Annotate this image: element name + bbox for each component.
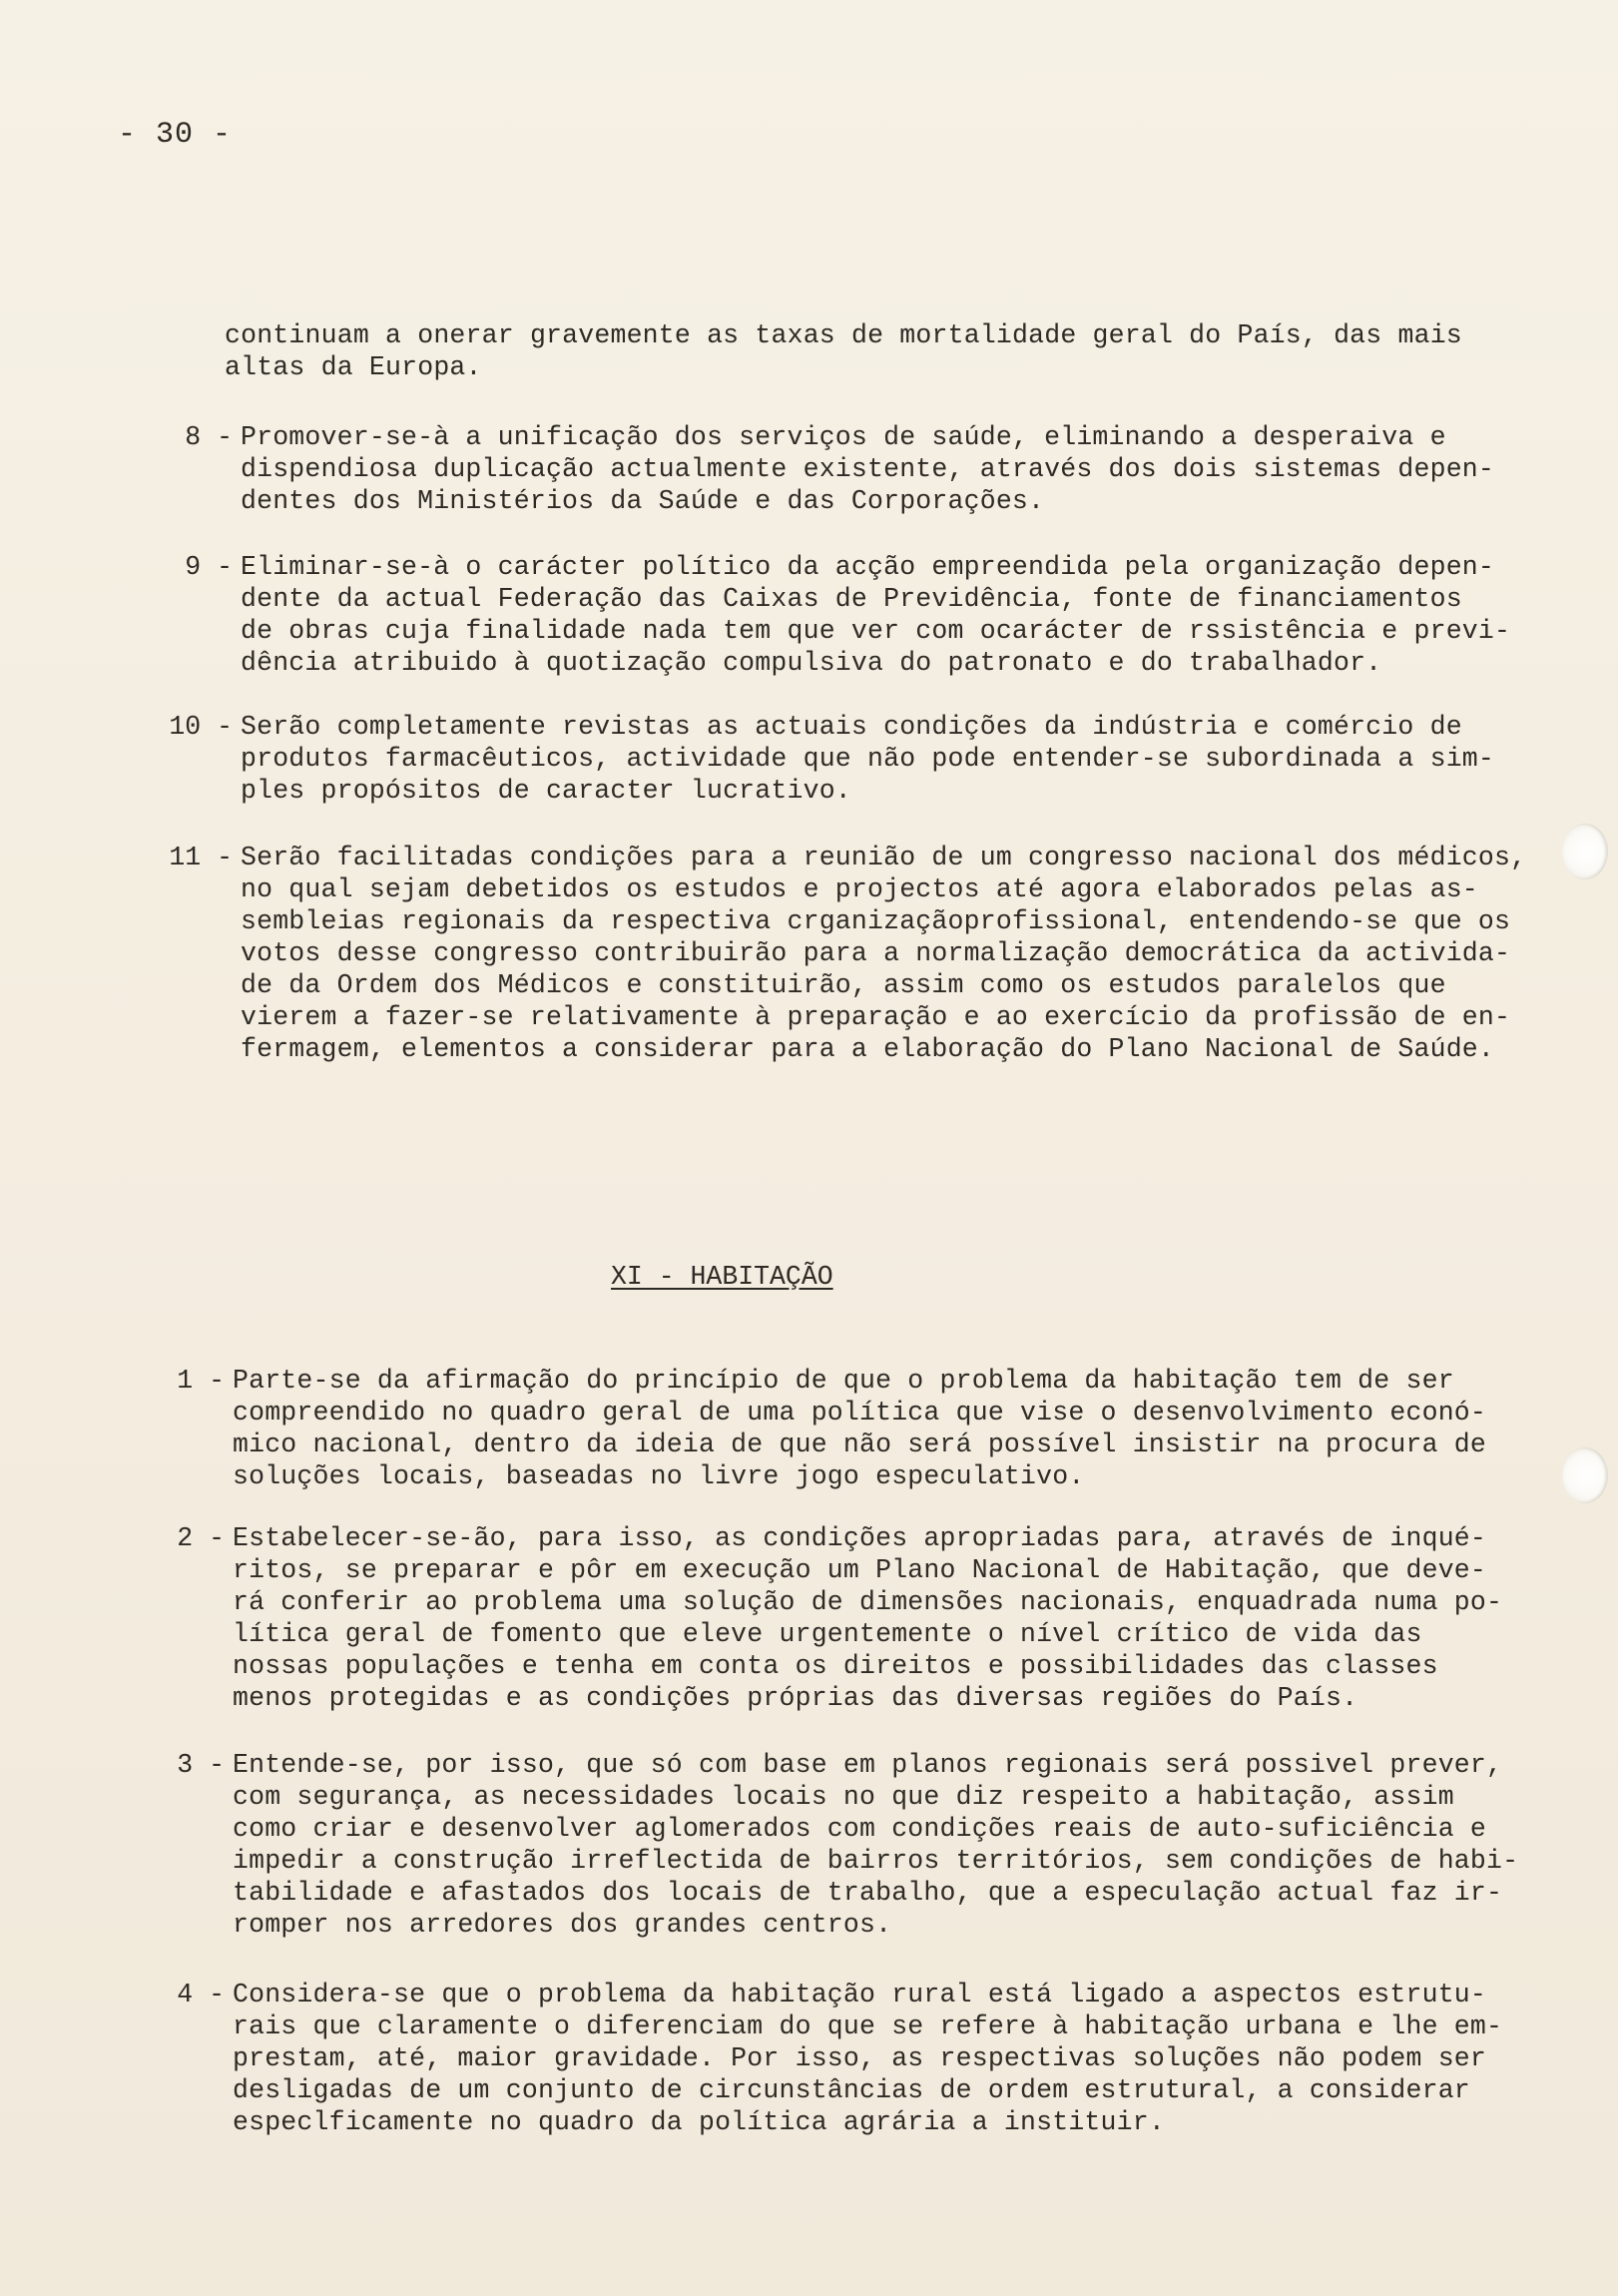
text-line: sembleias regionais da respectiva crganizaçãoprofissional, entendendo-se que os — [241, 906, 1511, 936]
item-text — [233, 1979, 1502, 2138]
item-text — [233, 1522, 1502, 1714]
text-line: votos desse congresso contribuirão para a normalização democrática da activida- — [241, 938, 1511, 968]
list-item-9 — [148, 551, 1510, 679]
text-line: impedir a construção irreflectida de bairros territórios, sem condições de habi- — [233, 1846, 1519, 1876]
text-line: altas da Europa. — [225, 352, 482, 382]
text-line: nossas populações e tenha em conta os direitos e possibilidades das classes — [233, 1651, 1438, 1681]
punch-hole-bottom — [1562, 1447, 1608, 1503]
text-line: Serão facilitadas condições para a reunião de um congresso nacional dos médicos, — [241, 843, 1527, 872]
text-line: especlficamente no quadro da política agrária a instituir. — [233, 2107, 1165, 2137]
text-line: dentes dos Ministérios da Saúde e das Corporações. — [241, 486, 1045, 516]
item-number: 9 - — [185, 552, 233, 582]
list-item-11 — [148, 842, 1526, 1065]
text-line: lítica geral de fomento que eleve urgentemente o nível crítico de vida das — [233, 1619, 1422, 1649]
item-number: 4 - — [177, 1980, 225, 2009]
text-line: menos protegidas e as condições próprias das diversas regiões do País. — [233, 1683, 1358, 1713]
text-line: Considera-se que o problema da habitação rural está ligado a aspectos estrutu- — [233, 1980, 1487, 2009]
text-line: Parte-se da afirmação do princípio de que o problema da habitação tem de ser — [233, 1366, 1454, 1396]
text-line: de obras cuja finalidade nada tem que ver com ocarácter de rssistência e previ- — [241, 616, 1511, 646]
text-line: dência atribuido à quotização compulsiva do patronato e do trabalhador. — [241, 648, 1382, 678]
text-line: romper nos arredores dos grandes centros. — [233, 1910, 892, 1940]
item-text — [241, 421, 1494, 517]
text-line: com segurança, as necessidades locais no que diz respeito a habitação, assim — [233, 1782, 1454, 1812]
item-text — [241, 711, 1494, 807]
item-number: 11 - — [169, 843, 233, 872]
punch-hole-top — [1562, 824, 1608, 879]
text-line: Serão completamente revistas as actuais condições da indústria e comércio de — [241, 712, 1462, 742]
text-line: Promover-se-à a unificação dos serviços de saúde, eliminando a desperaiva e — [241, 422, 1446, 452]
text-line: mico nacional, dentro da ideia de que não será possível insistir na procura de — [233, 1430, 1487, 1459]
text-line: soluções locais, baseadas no livre jogo especulativo. — [233, 1461, 1085, 1491]
lead-paragraph — [225, 319, 1462, 383]
item-number: 3 - — [177, 1750, 225, 1780]
list-item-1 — [140, 1365, 1486, 1492]
text-line: de da Ordem dos Médicos e constituirão, assim como os estudos paralelos que — [241, 970, 1446, 1000]
list-item-10 — [148, 711, 1494, 807]
item-text — [233, 1749, 1518, 1941]
item-text — [241, 842, 1526, 1065]
item-number: 8 - — [185, 422, 233, 452]
list-item-8 — [148, 421, 1494, 517]
page-number: - 30 - — [118, 118, 233, 152]
item-number: 10 - — [169, 712, 233, 742]
list-item-2 — [140, 1522, 1502, 1714]
text-line: rais que claramente o diferenciam do que se refere à habitação urbana e lhe em- — [233, 2011, 1503, 2041]
item-number: 1 - — [177, 1366, 225, 1396]
section-heading: XI - HABITAÇÃO — [611, 1262, 833, 1292]
text-line: Eliminar-se-à o carácter político da acção empreendida pela organização depen- — [241, 552, 1495, 582]
text-line: ples propósitos de caracter lucrativo. — [241, 776, 851, 806]
text-line: vierem a fazer-se relativamente à preparação e ao exercício da profissão de en- — [241, 1002, 1511, 1032]
text-line: compreendido no quadro geral de uma política que vise o desenvolvimento econó- — [233, 1398, 1487, 1428]
item-text — [233, 1365, 1486, 1492]
list-item-4 — [140, 1979, 1502, 2138]
text-line: fermagem, elementos a considerar para a elaboração do Plano Nacional de Saúde. — [241, 1034, 1495, 1064]
text-line: desligadas de um conjunto de circunstâncias de ordem estrutural, a considerar — [233, 2075, 1470, 2105]
text-line: rá conferir ao problema uma solução de dimensões nacionais, enquadrada numa po- — [233, 1587, 1503, 1617]
text-line: Estabelecer-se-ão, para isso, as condições apropriadas para, através de inqué- — [233, 1523, 1487, 1553]
text-line: tabilidade e afastados dos locais de trabalho, que a especulação actual faz ir- — [233, 1878, 1503, 1908]
text-line: produtos farmacêuticos, actividade que não pode entender-se subordinada a sim- — [241, 744, 1495, 774]
text-line: dispendiosa duplicação actualmente existente, através dos dois sistemas depen- — [241, 454, 1495, 484]
text-line: Entende-se, por isso, que só com base em planos regionais será possivel prever, — [233, 1750, 1503, 1780]
text-line: prestam, até, maior gravidade. Por isso, as respectivas soluções não podem ser — [233, 2043, 1487, 2073]
text-line: ritos, se preparar e pôr em execução um Plano Nacional de Habitação, que deve- — [233, 1555, 1487, 1585]
text-line: continuam a onerar gravemente as taxas de mortalidade geral do País, das mais — [225, 320, 1462, 350]
text-line: como criar e desenvolver aglomerados com condições reais de auto-suficiência e — [233, 1814, 1487, 1844]
text-line: no qual sejam debetidos os estudos e projectos até agora elaborados pelas as- — [241, 874, 1478, 904]
text-line: dente da actual Federação das Caixas de Previdência, fonte de financiamentos — [241, 584, 1462, 614]
list-item-3 — [140, 1749, 1518, 1941]
item-text — [241, 551, 1510, 679]
item-number: 2 - — [177, 1523, 225, 1553]
